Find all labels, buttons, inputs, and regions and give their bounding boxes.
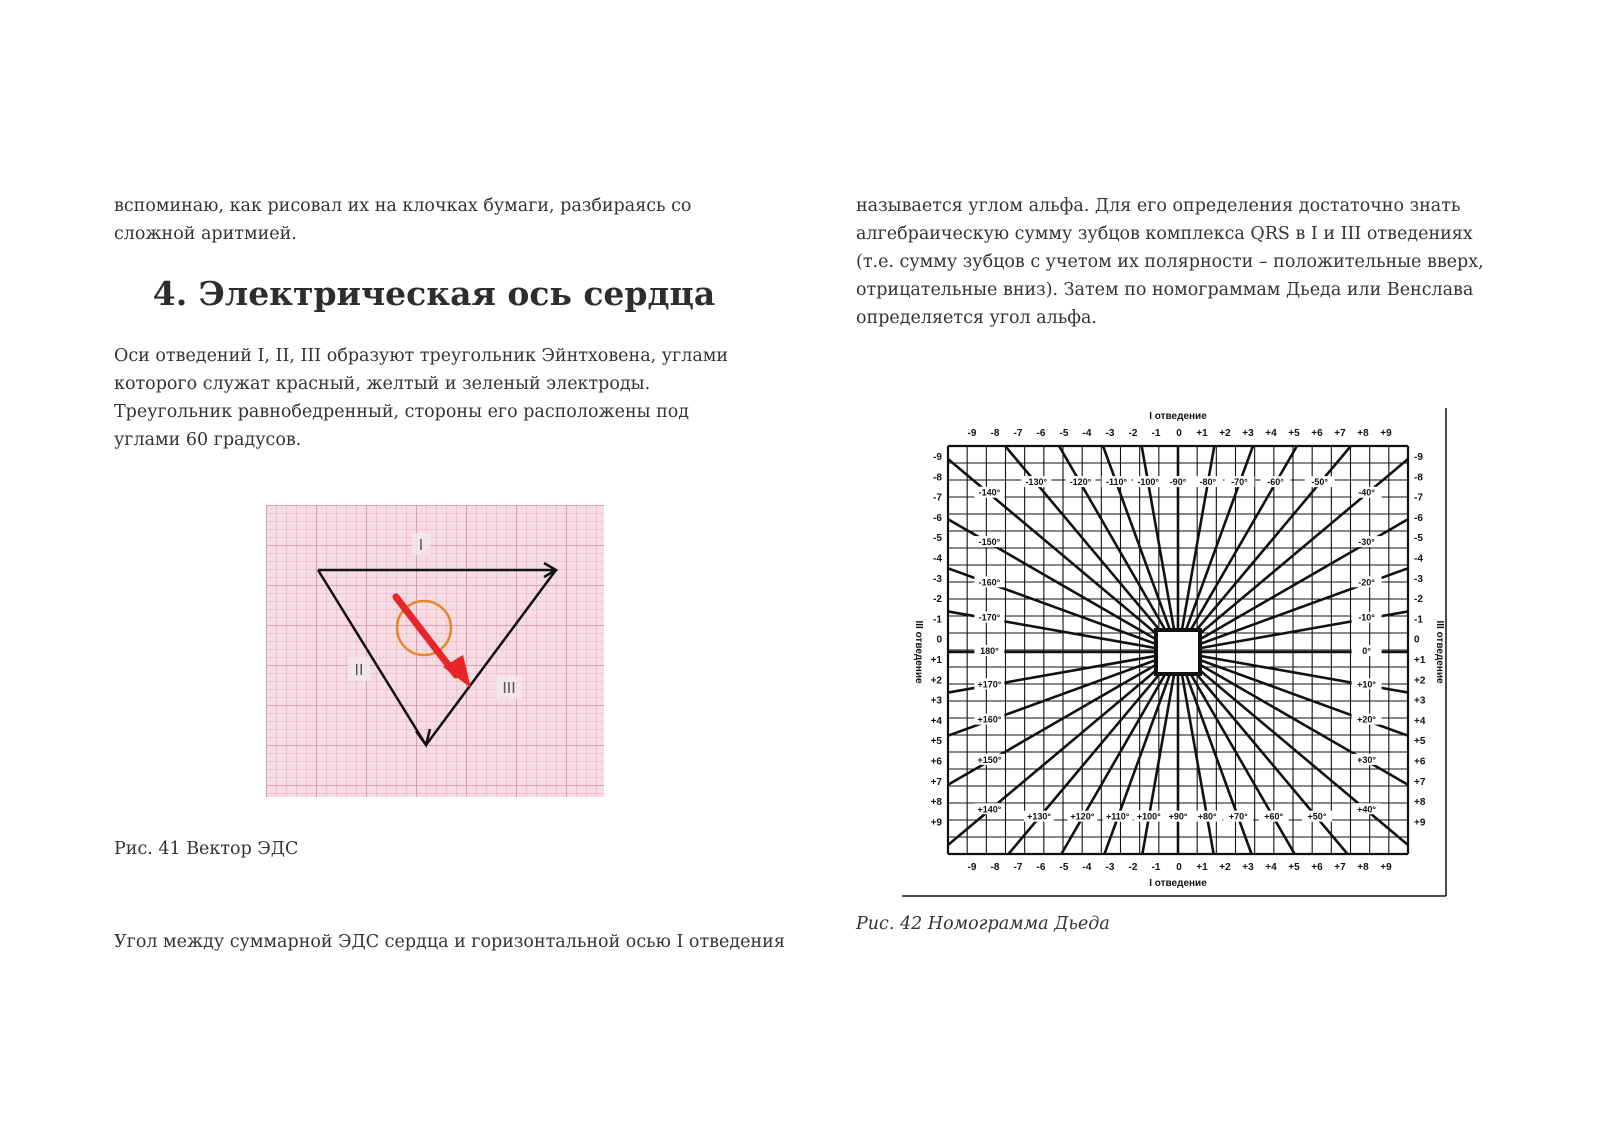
angle-label: -110° [1105, 477, 1128, 488]
lead-iii-tick-left: +3 [930, 695, 942, 707]
angle-label: -30° [1358, 537, 1375, 548]
lead-i-tick-top: -5 [1059, 428, 1069, 439]
angle-label: -100° [1137, 477, 1160, 488]
angle-label: +90° [1168, 811, 1188, 822]
lead-i-tick-top: +9 [1380, 428, 1392, 439]
lead-i-tick-bottom: -6 [1036, 862, 1046, 873]
left-column [114, 192, 754, 454]
angle-label: -40° [1358, 487, 1375, 498]
lead-i-tick-bottom: +2 [1219, 862, 1231, 873]
angle-label: -80° [1199, 477, 1217, 488]
lead-i-tick-bottom: -2 [1128, 862, 1138, 873]
lead-iii-tick-right: +6 [1414, 756, 1426, 768]
lead-i-tick-bottom: -4 [1082, 862, 1092, 873]
angle-label: -90° [1169, 477, 1187, 488]
lead-i-tick-bottom: -5 [1059, 862, 1069, 873]
angle-label: +40° [1357, 804, 1377, 815]
lead-iii-tick-right: +3 [1414, 695, 1426, 707]
lead-i-tick-bottom: +6 [1311, 862, 1323, 873]
angle-label: -10° [1358, 612, 1375, 623]
lead-iii-tick-right: +7 [1414, 776, 1426, 788]
lead-iii-tick-right: -2 [1414, 594, 1423, 606]
lead-i-tick-bottom: -9 [967, 862, 977, 873]
lead-iii-tick-right: -8 [1414, 472, 1423, 484]
lead-iii-tick-left: +8 [930, 797, 942, 809]
angle-label: -140° [978, 487, 1001, 498]
angle-label: -70° [1231, 477, 1248, 488]
paragraph-2: Оси отведений I, II, III образуют треугольник Эйнтховена, углами которого служат красный, желтый и зеленый электроды. Треугольник равнобедренный, стороны его расположены под углами 60 градусов. [114, 346, 729, 450]
lead-i-tick-top: -1 [1151, 428, 1161, 439]
lead-i-tick-top: +7 [1334, 428, 1346, 439]
lead-iii-tick-left: -1 [933, 614, 942, 626]
lead-i-tick-top: +5 [1288, 428, 1300, 439]
lead-iii-tick-right: +8 [1414, 797, 1426, 809]
lead-iii-tick-right: -6 [1414, 512, 1423, 524]
angle-label: +100° [1136, 811, 1161, 822]
label-II: II [354, 662, 364, 679]
lead-iii-tick-left: +6 [930, 756, 942, 768]
lead-iii-tick-right: -7 [1414, 492, 1423, 504]
lead-iii-tick-left: -3 [933, 573, 942, 585]
lead-i-tick-bottom: -7 [1013, 862, 1023, 873]
angle-label: +10° [1357, 679, 1377, 690]
angle-label: -170° [978, 612, 1001, 623]
figure-42-caption: Рис. 42 Номограмма Дьеда [856, 914, 1110, 934]
lead-i-tick-top: -9 [967, 428, 977, 439]
top-axis-title: I отведение [1149, 411, 1207, 422]
label-I: I [418, 537, 424, 554]
angle-label: +30° [1357, 754, 1377, 765]
lead-iii-tick-right: +1 [1414, 655, 1426, 666]
angle-label: +140° [977, 804, 1002, 815]
paragraph-3: Угол между суммарной ЭДС сердца и горизонтальной осью I отведения [114, 932, 785, 952]
center-box [1156, 630, 1200, 674]
angle-label: +110° [1106, 811, 1130, 822]
right-axis-title: III отведение [1434, 620, 1445, 684]
right-column [856, 192, 1496, 332]
lead-i-tick-top: +1 [1196, 428, 1208, 439]
lead-iii-tick-left: +7 [930, 776, 942, 788]
lead-iii-tick-left: -5 [933, 533, 942, 545]
angle-label: 0° [1362, 646, 1371, 656]
lead-iii-tick-left: -9 [933, 452, 942, 463]
angle-label: +160° [977, 714, 1002, 725]
lead-iii-tick-left: +1 [930, 655, 942, 666]
lead-iii-tick-right: +9 [1414, 817, 1426, 829]
lead-i-tick-bottom: -8 [990, 862, 1000, 873]
lead-iii-tick-right: +2 [1414, 675, 1426, 687]
lead-iii-tick-left: -7 [933, 492, 942, 504]
lead-i-tick-bottom: +3 [1242, 862, 1254, 873]
lead-i-tick-bottom: -3 [1105, 862, 1115, 873]
lead-iii-tick-right: +4 [1414, 715, 1426, 727]
lead-i-tick-bottom: +1 [1196, 862, 1208, 873]
angle-label: +50° [1307, 811, 1327, 822]
lead-iii-tick-left: +5 [930, 736, 942, 748]
lead-i-tick-bottom: +4 [1265, 862, 1277, 873]
paragraph-right: называется углом альфа. Для его определения достаточно знать алгебраическую сумму зубцов комплекса QRS в I и III отведениях (т.е. сумму зубцов с учетом их полярности – положительные вверх, отрицательные вниз). Затем по номограммам Дьеда или Венслава определяется угол альфа. [856, 196, 1484, 328]
left-axis-title: III отведение [913, 620, 924, 684]
lead-iii-tick-left: -8 [933, 472, 942, 484]
lead-iii-tick-left: +4 [930, 715, 942, 727]
angle-label: +130° [1027, 811, 1051, 822]
angle-label: +20° [1357, 714, 1377, 725]
lead-i-tick-bottom: -1 [1151, 862, 1161, 873]
lead-i-tick-top: -3 [1105, 428, 1115, 439]
lead-i-tick-top: -8 [990, 428, 1000, 439]
angle-label: -150° [978, 537, 1001, 548]
paragraph-1: вспоминаю, как рисовал их на клочках бумаги, разбираясь со сложной аритмией. [114, 196, 692, 244]
einthoven-triangle-figure [266, 505, 604, 797]
angle-label: +70° [1228, 811, 1248, 822]
lead-iii-tick-left: 0 [936, 634, 942, 646]
lead-iii-tick-left: -4 [933, 553, 942, 565]
lead-iii-tick-right: -5 [1414, 533, 1423, 545]
lead-i-tick-bottom: +7 [1334, 862, 1346, 873]
lead-iii-tick-left: +9 [930, 817, 942, 829]
angle-label: -120° [1069, 477, 1092, 488]
lead-i-tick-top: 0 [1176, 428, 1182, 439]
angle-label: -160° [978, 577, 1001, 588]
angle-label: -20° [1358, 577, 1375, 588]
lead-iii-tick-right: -3 [1414, 573, 1423, 585]
lead-i-tick-bottom: +9 [1380, 862, 1392, 873]
lead-i-tick-bottom: +8 [1357, 862, 1369, 873]
lead-i-tick-top: -6 [1036, 428, 1046, 439]
angle-label: 180° [980, 646, 999, 656]
lead-iii-tick-right: -4 [1414, 553, 1423, 565]
lead-i-tick-top: +8 [1357, 428, 1369, 439]
section-heading: 4. Электрическая ось сердца [152, 274, 716, 313]
label-III: III [502, 680, 516, 697]
angle-label: +60° [1264, 811, 1284, 822]
lead-i-tick-top: +6 [1311, 428, 1323, 439]
lead-i-tick-top: +2 [1219, 428, 1231, 439]
angle-label: -130° [1025, 477, 1048, 488]
bottom-axis-title: I отведение [1149, 878, 1207, 889]
angle-label: +170° [977, 679, 1002, 690]
lead-iii-tick-left: +2 [930, 675, 942, 687]
angle-label: +80° [1197, 811, 1217, 822]
lead-iii-tick-right: -9 [1414, 452, 1423, 463]
lead-i-tick-top: -4 [1082, 428, 1092, 439]
lead-i-tick-bottom: +5 [1288, 862, 1300, 873]
lead-i-tick-top: +3 [1242, 428, 1254, 439]
angle-label: +150° [977, 754, 1002, 765]
figure-41-caption: Рис. 41 Вектор ЭДС [114, 839, 299, 859]
lead-i-tick-top: -2 [1128, 428, 1138, 439]
dieuaide-nomogram [902, 408, 1450, 904]
lead-iii-tick-right: +5 [1414, 736, 1426, 748]
angle-label: -60° [1267, 477, 1284, 488]
lead-i-tick-top: -7 [1013, 428, 1023, 439]
lead-i-tick-bottom: 0 [1176, 862, 1182, 873]
lead-i-tick-top: +4 [1265, 428, 1277, 439]
angle-label: +120° [1070, 811, 1095, 822]
lead-iii-tick-left: -2 [933, 594, 942, 606]
lead-iii-tick-right: -1 [1414, 614, 1423, 626]
angle-label: -50° [1311, 477, 1329, 488]
lead-iii-tick-left: -6 [933, 512, 942, 524]
lead-iii-tick-right: 0 [1414, 634, 1420, 646]
